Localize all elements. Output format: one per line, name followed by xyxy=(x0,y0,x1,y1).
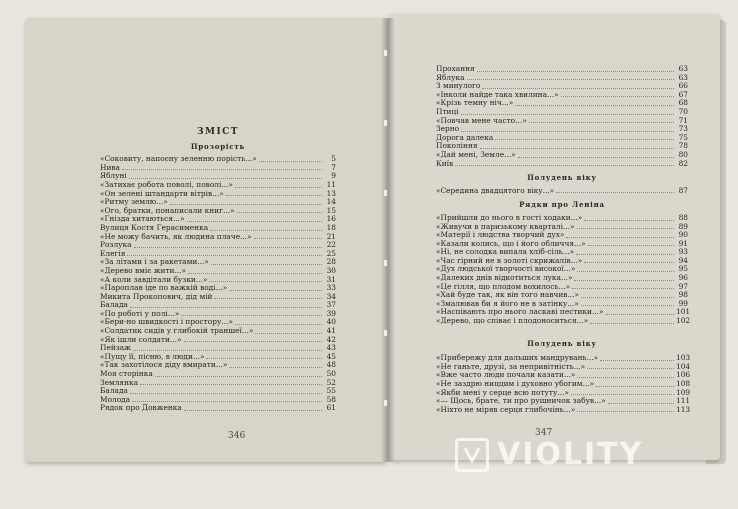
toc-entry-page: 80 xyxy=(678,149,688,159)
toc-entry-title: «Он зелені штандарти вітрів...» xyxy=(100,188,224,198)
toc-entry-title: «А коли завдітали бузки...» xyxy=(100,274,208,284)
toc-entry-title: «Далеких днів відкотиться лука...» xyxy=(436,273,573,283)
toc-entry-title: «Ритму землю...» xyxy=(100,197,168,207)
toc-entry xyxy=(100,336,336,345)
dot-leader xyxy=(209,281,322,282)
toc-entry-page: 108 xyxy=(676,379,691,388)
toc-entry-title: З минулого xyxy=(436,81,481,91)
toc-entry-title: «Ні, не солодка випала хліб-сіль...» xyxy=(436,247,575,257)
toc-entry-title: «За літами і за ракетами...» xyxy=(100,257,209,267)
dot-leader xyxy=(184,341,323,342)
toc-entry-title: «Вже часто люди почали казати...» xyxy=(436,370,576,380)
toc-entry-page: 91 xyxy=(678,238,688,248)
toc-entry-title: Прохання xyxy=(436,64,475,73)
dot-leader xyxy=(122,169,322,170)
toc-entry-title: Покоління xyxy=(436,141,478,151)
section-title: Рядки про Леніна xyxy=(519,200,605,210)
toc-entry-page: 73 xyxy=(678,124,688,134)
dot-leader xyxy=(477,71,674,72)
toc-entry-page: 55 xyxy=(326,386,336,396)
toc-entry-page: 61 xyxy=(326,403,336,413)
toc-entry-page: 95 xyxy=(678,264,688,274)
dot-leader xyxy=(140,384,322,385)
toc-entry xyxy=(100,164,336,173)
toc-entry-title: Яблука xyxy=(436,72,465,82)
toc-entry-title: «Так захотілося діду вмирати...» xyxy=(100,360,228,370)
dot-leader xyxy=(515,105,674,106)
dot-leader xyxy=(596,386,674,387)
page-number-right: 347 xyxy=(535,428,553,438)
toc-entry-page: 67 xyxy=(678,89,688,99)
toc-entry-page: 15 xyxy=(326,205,336,215)
toc-entry-title: Дорога далека xyxy=(436,132,494,142)
dot-leader xyxy=(229,290,322,291)
dot-leader xyxy=(229,367,322,368)
toc-entry-title: Микита Прокопович, дід мій xyxy=(100,291,213,301)
toc-entry-page: 63 xyxy=(678,64,688,73)
dot-leader xyxy=(255,333,322,334)
dot-leader xyxy=(581,297,674,298)
dot-leader xyxy=(130,307,322,308)
toc-entry-title: «Інколи найде така хвилина...» xyxy=(436,89,559,99)
toc-entry-page: 7 xyxy=(331,162,336,172)
toc-entry-title: «Прийшли до нього в гості ходаки...» xyxy=(436,212,583,222)
toc-entry-title: «Казали колись, що і його обличчя...» xyxy=(436,238,586,248)
binding-stitch xyxy=(384,330,387,336)
toc-entry-page: 18 xyxy=(326,222,336,232)
dot-leader xyxy=(130,393,322,394)
dot-leader xyxy=(461,131,674,132)
toc-entry-page: 113 xyxy=(676,404,691,414)
toc-entry-title: «Соковиту, напоєну зеленню порість...» xyxy=(100,154,257,164)
dot-leader xyxy=(133,350,322,351)
toc-entry-page: 45 xyxy=(326,351,336,361)
dot-leader xyxy=(518,157,674,158)
toc-entry-title: Розлука xyxy=(100,240,132,250)
dot-leader xyxy=(467,79,675,80)
toc-entry-page: 41 xyxy=(326,326,336,336)
toc-entry-title: Нива xyxy=(100,162,120,172)
toc-entry xyxy=(436,117,688,126)
dot-leader xyxy=(226,195,322,196)
section-title: Полудень віку xyxy=(527,173,597,183)
toc-entry-title: Яблуні xyxy=(100,171,127,181)
toc-entry-page: 40 xyxy=(326,317,336,327)
toc-entry-title: «Дерево вміє жити...» xyxy=(100,265,187,275)
toc-entry-page: 109 xyxy=(676,387,691,397)
toc-entry xyxy=(100,379,336,388)
toc-entry xyxy=(100,233,336,242)
watermark-logo-icon xyxy=(455,438,489,472)
section-title: Прозорість xyxy=(190,141,246,151)
toc-entry-title: «Час гірний не в золоті скрижалів...» xyxy=(436,255,583,265)
dot-leader xyxy=(572,288,674,289)
dot-leader xyxy=(184,410,322,411)
toc-entry-page: 70 xyxy=(678,106,688,116)
toc-entry-page: 99 xyxy=(678,298,688,308)
toc-entry-title: Київ xyxy=(436,158,454,168)
toc-entry-title: «Ого, братки, понаписали книг...» xyxy=(100,205,235,215)
dot-leader xyxy=(584,262,674,263)
toc-entry-page: 33 xyxy=(326,283,336,293)
dot-leader xyxy=(588,245,674,246)
toc-entry-title: «Не можу бачить, як людина плаче...» xyxy=(100,231,252,241)
dot-leader xyxy=(480,148,674,149)
toc-entry-title: «Затихає робота поволі, поволі...» xyxy=(100,179,233,189)
toc-entry xyxy=(436,160,688,169)
toc-entry-page: 78 xyxy=(678,141,688,151)
page-number-left: 346 xyxy=(228,431,246,441)
toc-entry-title: Балада xyxy=(100,300,128,310)
toc-heading: ЗМІСТ xyxy=(196,127,240,137)
toc-entry-page: 25 xyxy=(326,248,336,258)
toc-list xyxy=(436,212,691,326)
toc-list xyxy=(100,155,336,413)
dot-leader xyxy=(188,273,322,274)
dot-leader xyxy=(574,280,674,281)
dot-leader xyxy=(237,212,322,213)
toc-entry-page: 58 xyxy=(326,394,336,404)
toc-entry-page: 9 xyxy=(331,171,336,181)
toc-entry-title: Птиці xyxy=(436,106,459,116)
toc-entry-page: 102 xyxy=(676,316,691,326)
toc-entry-page: 21 xyxy=(326,231,336,241)
dot-leader xyxy=(529,122,674,123)
toc-entry-page: 22 xyxy=(326,240,336,250)
dot-leader xyxy=(129,178,322,179)
binding-stitch xyxy=(384,400,387,406)
toc-entry-title: «Не заздрю ниццим і духовно убогим...» xyxy=(436,379,595,388)
toc-entry-page: 31 xyxy=(326,274,336,284)
toc-entry-page: 111 xyxy=(676,396,691,406)
toc-entry-page: 48 xyxy=(326,360,336,370)
toc-entry xyxy=(100,404,336,413)
toc-entry xyxy=(436,151,688,160)
toc-entry-title: «Це гілля, що плодом вохилось...» xyxy=(436,281,571,291)
toc-entry-title: «Дерево, що співає і плодоноситься...» xyxy=(436,316,589,326)
dot-leader xyxy=(577,271,674,272)
toc-entry-page: 88 xyxy=(678,212,688,222)
toc-entry-title: «Повчав мене часто...» xyxy=(436,115,527,125)
dot-leader xyxy=(170,204,322,205)
toc-entry-page: 90 xyxy=(678,230,688,240)
toc-entry-title: «Наспівають про нього ласкаві пестики...» xyxy=(436,307,604,317)
toc-entry-page: 34 xyxy=(326,291,336,301)
binding-stitch xyxy=(384,120,387,126)
toc-entry xyxy=(436,187,688,196)
toc-entry-title: «Ніхто не міряв серця глибочінь...» xyxy=(436,404,576,414)
toc-entry-title: «Хай буде так, як він того навчив...» xyxy=(436,290,580,300)
watermark xyxy=(455,437,643,472)
dot-leader xyxy=(455,165,674,166)
book-gutter xyxy=(382,18,394,462)
toc-entry xyxy=(436,404,691,415)
toc-entry-title: «Не ганьте, друзі, за непривітність...» xyxy=(436,361,586,371)
dot-leader xyxy=(211,264,322,265)
toc-entry-title: «По роботі у полі...» xyxy=(100,308,180,318)
dot-leader xyxy=(561,96,674,97)
toc-entry-title: «Бери-но швидкості і простору...» xyxy=(100,317,233,327)
toc-entry-title: «Матерії і людства творчий дух» xyxy=(436,230,565,240)
toc-entry-page: 28 xyxy=(326,257,336,267)
toc-entry-page: 43 xyxy=(326,343,336,353)
toc-entry-title: Вулиця Костя Герасименка xyxy=(100,222,209,232)
toc-entry-page: 63 xyxy=(678,72,688,82)
dot-leader xyxy=(132,401,322,402)
dot-leader xyxy=(577,228,674,229)
toc-entry-page: 37 xyxy=(326,300,336,310)
toc-entry xyxy=(100,155,336,164)
dot-leader xyxy=(608,403,674,404)
watermark-text: VIOLITY xyxy=(497,437,644,472)
dot-leader xyxy=(556,192,674,193)
toc-entry-title: «Середина двадцятого віку...» xyxy=(436,185,555,195)
dot-leader xyxy=(576,254,674,255)
dot-leader xyxy=(259,161,322,162)
dot-leader xyxy=(206,358,322,359)
toc-entry-title: Елегія xyxy=(100,248,126,258)
toc-entry-page: 97 xyxy=(678,281,688,291)
left-toc xyxy=(100,128,336,413)
toc-entry-page: 94 xyxy=(678,255,688,265)
dot-leader xyxy=(461,114,674,115)
toc-entry-title: Моя сторінка xyxy=(100,369,153,379)
toc-entry-title: Рядок про Довженка xyxy=(100,403,182,413)
toc-entry-page: 103 xyxy=(676,353,691,363)
toc-entry-page: 39 xyxy=(326,308,336,318)
toc-entry-page: 89 xyxy=(678,221,688,231)
toc-entry-page: 68 xyxy=(678,98,688,108)
toc-entry xyxy=(436,316,691,326)
dot-leader xyxy=(581,305,674,306)
toc-entry-title: Балада xyxy=(100,386,128,396)
dot-leader xyxy=(134,247,322,248)
toc-entry-title: «Змалював би я його не в затінку...» xyxy=(436,298,579,308)
toc-entry-title: Зерно xyxy=(436,124,460,134)
toc-entry-title: «Солдатик сидів у глибокій траншеї...» xyxy=(100,326,254,336)
toc-entry-title: «Дух людської творчості високої...» xyxy=(436,264,576,274)
dot-leader xyxy=(127,255,322,256)
toc-entry-title: «Пущу її, пісню, в люди...» xyxy=(100,351,205,361)
dot-leader xyxy=(577,411,674,412)
toc-list xyxy=(436,65,688,168)
toc-entry-page: 42 xyxy=(326,334,336,344)
dot-leader xyxy=(590,323,674,324)
toc-entry-title: «Дай мені, Земле...» xyxy=(436,149,516,159)
toc-entry-title: «Крізь темну ніч...» xyxy=(436,98,514,108)
dot-leader xyxy=(482,88,674,89)
toc-list xyxy=(436,353,691,414)
toc-entry-title: «Пароплав іде по важкій воді...» xyxy=(100,283,228,293)
toc-entry-title: «Як ішли солдати...» xyxy=(100,334,182,344)
dot-leader xyxy=(600,360,674,361)
toc-entry-title: Пейзаж xyxy=(100,343,131,353)
dot-leader xyxy=(587,368,674,369)
dot-leader xyxy=(181,315,322,316)
binding-stitch xyxy=(384,50,387,56)
toc-entry-page: 98 xyxy=(678,290,688,300)
dot-leader xyxy=(566,237,674,238)
dot-leader xyxy=(235,324,322,325)
toc-entry-page: 75 xyxy=(678,132,688,142)
toc-entry xyxy=(436,99,688,108)
toc-entry-page: 104 xyxy=(676,361,691,371)
dot-leader xyxy=(210,230,322,231)
toc-entry-page: 82 xyxy=(678,158,688,168)
dot-leader xyxy=(235,187,322,188)
toc-entry-page: 96 xyxy=(678,273,688,283)
dot-leader xyxy=(214,298,322,299)
toc-entry-page: 93 xyxy=(678,247,688,257)
toc-entry xyxy=(100,387,336,396)
dot-leader xyxy=(584,220,674,221)
dot-leader xyxy=(571,394,674,395)
binding-stitch xyxy=(384,190,387,196)
binding-stitch xyxy=(384,260,387,266)
dot-leader xyxy=(155,376,322,377)
toc-entry-page: 14 xyxy=(326,197,336,207)
dot-leader xyxy=(606,314,675,315)
toc-entry-page: 101 xyxy=(676,307,691,317)
toc-entry-page: 87 xyxy=(678,185,688,195)
toc-entry-title: «— Щось, брате, ти про рушничок забув...» xyxy=(436,396,606,406)
toc-entry-page: 11 xyxy=(326,179,336,189)
toc-entry-title: Землянка xyxy=(100,377,139,387)
toc-entry-title: «Гнізда хитаються...» xyxy=(100,214,185,224)
dot-leader xyxy=(577,377,674,378)
toc-entry-page: 16 xyxy=(326,214,336,224)
dot-leader xyxy=(187,221,322,222)
toc-entry-page: 71 xyxy=(678,115,688,125)
toc-entry-page: 52 xyxy=(326,377,336,387)
toc-entry xyxy=(436,65,688,74)
toc-entry xyxy=(100,241,336,250)
toc-entry-page: 13 xyxy=(326,188,336,198)
section-title: Полудень віку xyxy=(527,338,597,348)
toc-entry-title: «Якби мені у серце всю потуту...» xyxy=(436,387,569,397)
toc-entry-title: «Живучи в паризькому кварталі...» xyxy=(436,221,575,231)
toc-entry-page: 106 xyxy=(676,370,691,380)
dot-leader xyxy=(495,139,674,140)
right-toc xyxy=(436,64,691,414)
toc-entry-page: 66 xyxy=(678,81,688,91)
dot-leader xyxy=(254,238,322,239)
toc-entry xyxy=(100,293,336,302)
toc-entry-page: 5 xyxy=(331,154,336,164)
toc-entry-page: 30 xyxy=(326,265,336,275)
toc-entry-title: «Прибережу для дальших мандрувань...» xyxy=(436,353,599,363)
toc-entry-page: 50 xyxy=(326,369,336,379)
toc-entry-title: Молода xyxy=(100,394,131,404)
